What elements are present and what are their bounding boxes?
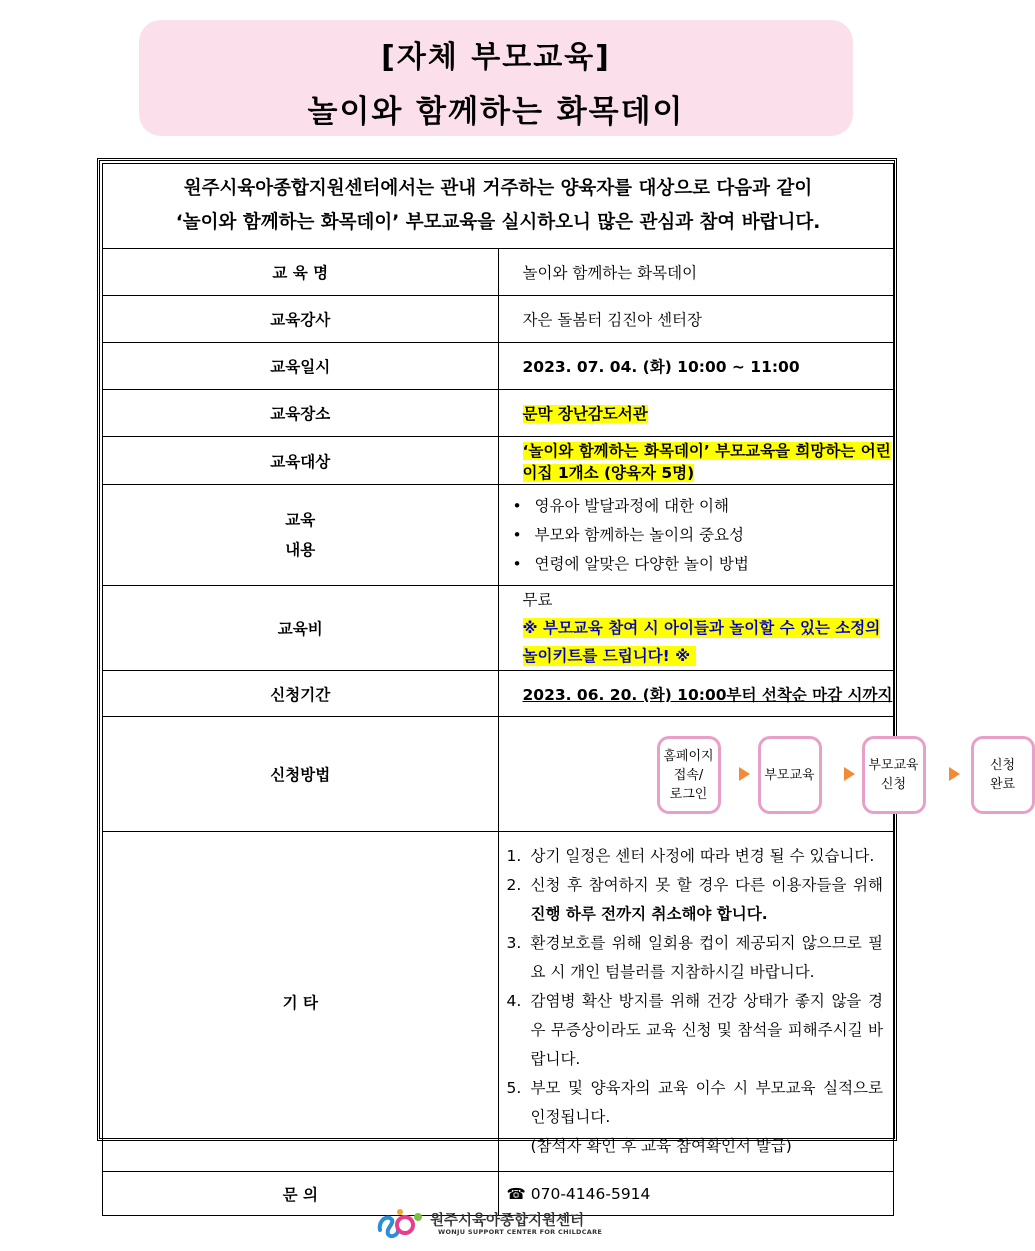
title-banner	[139, 20, 853, 136]
row-place	[103, 390, 894, 437]
note-sub: (참석자 확인 후 교육 참여확인서 발급)	[530, 1137, 792, 1155]
label-period: 신청기간	[103, 671, 499, 717]
step-text: 홈페이지	[663, 748, 714, 764]
row-target	[103, 437, 894, 485]
row-instructor	[103, 296, 894, 343]
note-item: 3. 환경보호를 위해 일회용 컵이 제공되지 않으므로 필요 시 개인 텀블러를 지참하시길 바랍니다.	[506, 934, 883, 981]
value-place: 문막 장난감도서관	[522, 405, 648, 423]
value-period: 2023. 06. 20. (화) 10:00부터 선착순 마감 시까지	[522, 685, 893, 704]
note-item: 4. 감염병 확산 방지를 위해 건강 상태가 좋지 않을 경우 무증상이라도 교육 신청 및 참석을 피해주시길 바랍니다.	[506, 992, 883, 1068]
label-name: 교 육 명	[103, 249, 499, 296]
value-contact: ☎ 070-4146-5914	[498, 1172, 894, 1216]
content-item: • 영유아 발달과정에 대한 이해	[513, 492, 894, 521]
center-logo-icon	[374, 1206, 424, 1240]
application-steps	[499, 717, 1016, 831]
center-name-kr: 원주시육아종합지원센터	[430, 1213, 585, 1229]
content-list	[499, 492, 894, 579]
step-text: 부모교육	[764, 767, 815, 783]
row-method	[103, 717, 894, 832]
note-item: 1. 상기 일정은 센터 사정에 따라 변경 될 수 있습니다.	[506, 847, 875, 865]
step-text: 로그인	[669, 786, 708, 802]
row-period	[103, 671, 894, 717]
value-instructor: 자은 돌봄터 김진아 센터장	[498, 296, 894, 343]
step-homepage-login	[657, 736, 721, 814]
content-item: • 부모와 함께하는 놀이의 중요성	[513, 521, 894, 550]
label-fee: 교육비	[103, 586, 499, 671]
label-target: 교육대상	[103, 437, 499, 485]
row-datetime	[103, 343, 894, 390]
step-text: 신청	[989, 758, 1016, 773]
step-education-apply	[862, 736, 926, 814]
step-parent-education	[758, 736, 822, 814]
intro-line-2: ‘놀이와 함께하는 화목데이’ 부모교육을 실시하오니 많은 관심과 참여 바랍니다.	[175, 212, 821, 233]
label-etc: 기 타	[103, 832, 499, 1172]
footer-logo	[372, 1204, 632, 1244]
step-text: 신청	[880, 777, 907, 792]
value-name: 놀이와 함께하는 화목데이	[498, 249, 894, 296]
intro-text	[103, 164, 894, 249]
title-line-2: 놀이와 함께하는 화목데이	[307, 94, 685, 130]
row-name	[103, 249, 894, 296]
note-item: 5. 부모 및 양육자의 교육 이수 시 부모교육 실적으로 인정됩니다. (참석자 확인 후 교육 참여확인서 발급)	[506, 1079, 883, 1155]
step-text: 완료	[989, 777, 1016, 792]
label-content	[103, 485, 499, 586]
label-place: 교육장소	[103, 390, 499, 437]
info-table	[102, 163, 1016, 1216]
label-method: 신청방법	[103, 717, 499, 832]
info-frame	[97, 158, 1016, 1204]
step-application-complete	[971, 736, 1035, 814]
value-target: ‘놀이와 함께하는 화목데이’ 부모교육을 희망하는 어린이집 1개소 (양육자 5명)	[522, 441, 891, 482]
arrow-right-icon	[949, 767, 960, 781]
step-text: 부모교육	[868, 758, 919, 773]
content-item: • 연령에 알맞은 다양한 놀이 방법	[513, 550, 894, 579]
notes-list	[499, 832, 894, 1171]
label-content-line-1: 교육	[285, 511, 316, 529]
row-content	[103, 485, 894, 586]
intro-line-1: 원주시육아종합지원센터에서는 관내 거주하는 양육자를 대상으로 다음과 같이	[183, 178, 813, 199]
fee-note: ※ 부모교육 참여 시 아이들과 놀이할 수 있는 소정의 놀이키트를 드립니다! ※	[522, 619, 881, 665]
arrow-right-icon	[739, 767, 750, 781]
row-etc	[103, 832, 894, 1172]
label-content-line-2: 내용	[285, 541, 316, 559]
value-fee: 무료	[522, 591, 553, 609]
title-line-1: [자체 부모교육]	[381, 40, 611, 75]
value-datetime: 2023. 07. 04. (화) 10:00 ~ 11:00	[498, 343, 894, 390]
step-text: 접속/	[673, 767, 704, 783]
label-contact: 문 의	[103, 1172, 499, 1216]
label-datetime: 교육일시	[103, 343, 499, 390]
center-name-en: WONJU SUPPORT CENTER FOR CHILDCARE	[438, 1228, 603, 1236]
arrow-right-icon	[844, 767, 855, 781]
row-fee	[103, 586, 894, 671]
note-item: 2. 신청 후 참여하지 못 할 경우 다른 이용자들을 위해 진행 하루 전까지 취소해야 합니다.	[506, 876, 883, 923]
label-instructor: 교육강사	[103, 296, 499, 343]
